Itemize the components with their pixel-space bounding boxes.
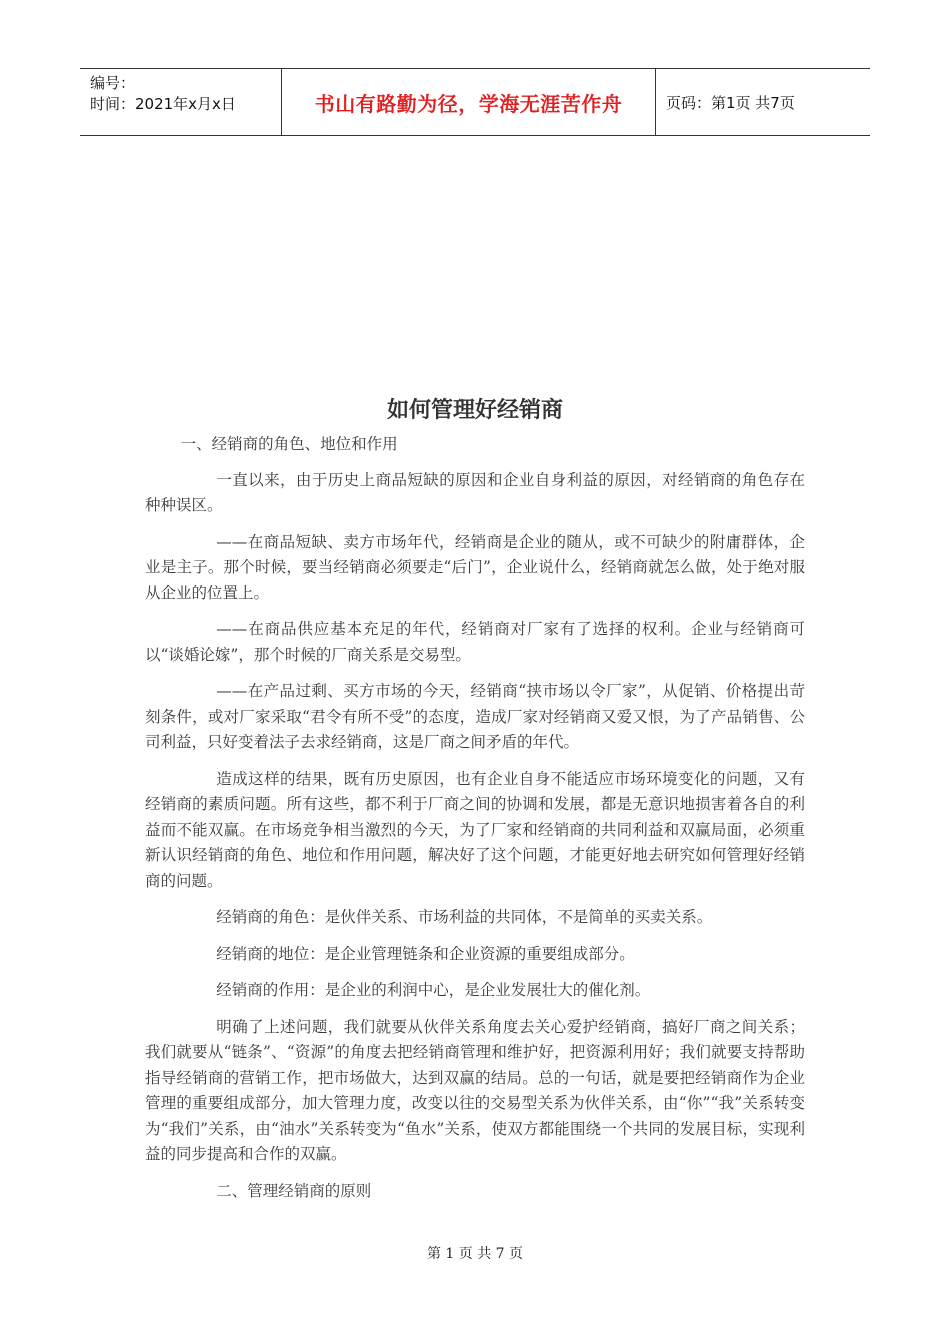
paragraph: ——在商品供应基本充足的年代，经销商对厂家有了选择的权利。企业与经销商可以“谈婚论嫁”，那个时候的厂商关系是交易型。 (145, 620, 805, 664)
document-title: 如何管理好经销商 (386, 398, 563, 423)
paragraph: 明确了上述问题，我们就要从伙伴关系角度去关心爱护经销商，搞好厂商之间关系；我们就要从“链条”、“资源”的角度去把经销商管理和维护好，把资源利用好；我们就要支持帮助指导经销商的营销工作，把市场做大，达到双赢的结局。总的一句话，就是要把经销商作为企业管理的重要组成部分，加大管理力度，改变以往的交易型关系为伙伴关系，由“你”“我”关系转变为“我们”关系，由“油水”关系转变为“鱼水”关系，使双方都能围绕一个共同的发展目标，实现利益的同步提高和合作的双赢。 (145, 1017, 805, 1163)
section-heading-2: 二、管理经销商的原则 (216, 1181, 372, 1200)
header-table (80, 68, 870, 136)
paragraph: 造成这样的结果，既有历史原因，也有企业自身不能适应市场环境变化的问题，又有经销商的素质问题。所有这些，都不利于厂商之间的协调和发展，都是无意识地损害着各自的利益而不能双赢。在市场竞争相当激烈的今天，为了厂家和经销商的共同利益和双赢局面，必须重新认识经销商的角色、地位和作用问题，解决好了这个问题，才能更好地去研究如何管理好经销商的问题。 (145, 769, 805, 890)
paragraph: ——在商品短缺、卖方市场年代，经销商是企业的随从，或不可缺少的附庸群体，企业是主子。那个时候，要当经销商必须要走“后门”，企业说什么，经销商就怎么做，处于绝对服从企业的位置上。 (145, 532, 805, 602)
paragraph: 经销商的地位：是企业管理链条和企业资源的重要组成部分。 (216, 944, 635, 963)
header-motto: 书山有路勤为径，学海无涯苦作舟 (281, 69, 656, 135)
paragraph: 一直以来，由于历史上商品短缺的原因和企业自身利益的原因，对经销商的角色存在种种误区。 (145, 470, 805, 514)
section-heading-1: 一、经销商的角色、地位和作用 (180, 435, 398, 453)
paragraph: 经销商的作用：是企业的利润中心，是企业发展壮大的催化剂。 (216, 981, 651, 999)
paragraph: ——在产品过剩、买方市场的今天，经销商“挟市场以令厂家”，从促销、价格提出苛刻条件，或对厂家采取“君令有所不受”的态度，造成厂家对经销商又爱又恨，为了产品销售、公司利益，只好变着法子去求经销商，这是厂商之间矛盾的年代。 (145, 682, 805, 751)
document-body (145, 432, 805, 1215)
paragraph: 经销商的角色：是伙伴关系、市场利益的共同体，不是简单的买卖关系。 (216, 908, 713, 926)
number-label: 编号： (90, 74, 136, 92)
header-left-cell (80, 69, 281, 135)
header-page-info: 页码：第1页 共7页 (666, 93, 795, 112)
page-footer: 第 1 页 共 7 页 (426, 1246, 524, 1262)
time-label: 时间：2021年x月x日 (90, 95, 236, 113)
